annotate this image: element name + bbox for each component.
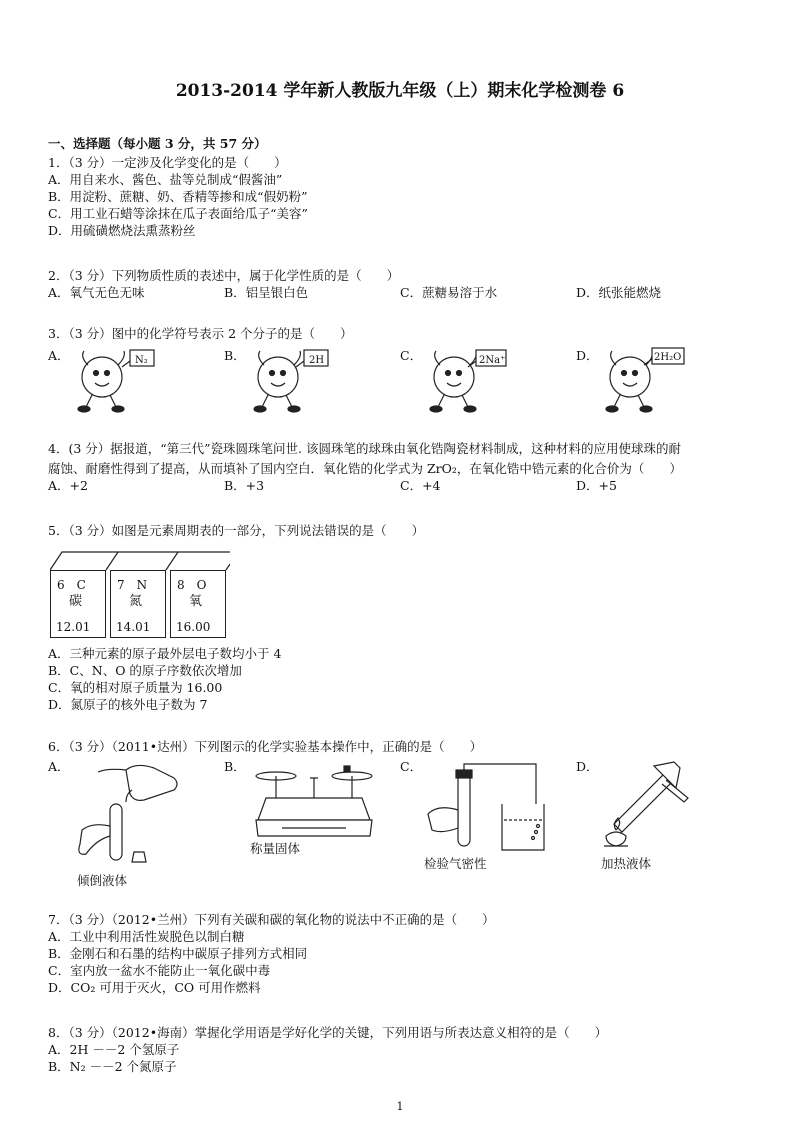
speech-bubble-text: 2H₂O [654,352,682,363]
page-number: 1 [396,1100,404,1113]
periodic-table-excerpt [50,550,230,640]
option-c: C．蔗糖易溶于水 [400,285,498,300]
question-4 [48,440,758,494]
element-tile-nitrogen: 7 N 氮 14.01 [110,570,166,638]
caption-d: 加热液体 [601,856,652,871]
heating-liquid-illustration [598,760,698,852]
question-stem: 1．（3 分）一定涉及化学变化的是（ ） [48,155,287,170]
option-c: C．+4 [400,478,441,493]
option-a: A．2H －－2 个氢原子 [48,1042,180,1057]
cartoon-figure-a [70,345,170,417]
cartoon-figure-d [598,345,698,417]
question-stem: 3．（3 分）图中的化学符号表示 2 个分子的是（ ） [48,326,353,341]
option-a: A．用自来水、酱色、盐等兑制成“假酱油” [48,172,283,187]
caption-a: 倾倒液体 [77,873,128,888]
element-tile-carbon: 6 C 碳 12.01 [50,570,106,638]
question-8 [48,1024,758,1075]
section-heading: 一、选择题（每小题 3 分，共 57 分） [48,136,267,151]
element-tile-oxygen: 8 O 氧 16.00 [170,570,226,638]
caption-b: 称量固体 [250,841,301,856]
speech-bubble-text: N₂ [135,355,148,366]
caption-c: 检验气密性 [424,856,487,871]
option-d: D．用硫磺燃烧法熏蒸粉丝 [48,223,196,238]
option-b: B．用淀粉、蔗糖、奶、香精等掺和成“假奶粉” [48,189,308,204]
page-title: 2013-2014 学年新人教版九年级（上）期末化学检测卷 6 [175,81,625,101]
question-2 [48,267,758,301]
question-stem: 8．（3 分）（2012•海南）掌握化学用语是学好化学的关键，下列用语与所表达意义相符的是（ ） [48,1025,608,1040]
cartoon-figure-b [246,345,346,417]
question-6 [48,738,758,755]
question-stem: 5．（3 分）如图是元素周期表的一部分，下列说法错误的是（ ） [48,523,425,538]
speech-bubble-text: 2H [309,355,325,366]
question-stem: 2．（3 分）下列物质性质的表述中，属于化学性质的是（ ） [48,268,400,283]
option-b: B．C、N、O 的原子序数依次增加 [48,663,242,678]
option-d: D．+5 [576,478,617,493]
question-3 [48,325,758,342]
option-b-label: B． [224,759,246,774]
cartoon-figure-c [422,345,522,417]
option-d: D．CO₂ 可用于灭火，CO 可用作燃料 [48,980,261,995]
option-c-label: C． [400,348,423,363]
question-1 [48,154,758,239]
option-a: A．氧气无色无味 [48,285,145,300]
question-stem: 7．（3 分）（2012•兰州）下列有关碳和碳的氧化物的说法中不正确的是（ ） [48,912,495,927]
option-b: B．铝呈银白色 [224,285,309,300]
option-a: A．工业中利用活性炭脱色以制白糖 [48,929,245,944]
option-a-label: A． [48,759,70,774]
option-d-label: D． [576,759,599,774]
question-5-options [48,645,758,713]
question-stem-line-1: 4．(3 分）据报道，“第三代”瓷珠圆珠笔问世. 该圆珠笔的球珠由氧化锆陶瓷材料制成，这种材料的应用使球珠的耐 [48,441,681,456]
question-stem-line-2: 腐蚀、耐磨性得到了提高，从而填补了国内空白．氧化锆的化学式为 ZrO₂，在氧化锆中锆元素的化合价为（ ） [48,461,682,476]
option-a-label: A． [48,348,70,363]
option-d-label: D． [576,348,599,363]
option-c: C．用工业石蜡等涂抹在瓜子表面给瓜子“美容” [48,206,308,221]
option-b: B．N₂ －－2 个氮原子 [48,1059,177,1074]
option-a: A．+2 [48,478,88,493]
question-stem: 6．（3 分）（2011•达州）下列图示的化学实验基本操作中，正确的是（ ） [48,739,483,754]
option-c-label: C． [400,759,423,774]
option-b-label: B． [224,348,246,363]
option-a: A．三种元素的原子最外层电子数均小于 4 [48,646,282,661]
gas-tightness-illustration [424,760,548,854]
option-c: C．室内放一盆水不能防止一氧化碳中毒 [48,963,271,978]
speech-bubble-text: 2Na⁺ [479,355,506,366]
balance-scale-illustration [252,762,376,844]
option-c: C．氧的相对原子质量为 16.00 [48,680,223,695]
option-b: B．金刚石和石墨的结构中碳原子排列方式相同 [48,946,308,961]
option-d: D．氮原子的核外电子数为 7 [48,697,208,712]
question-5 [48,522,758,539]
option-d: D．纸张能燃烧 [576,285,662,300]
pouring-liquid-illustration [76,760,186,872]
question-7 [48,911,758,996]
option-b: B．+3 [224,478,265,493]
